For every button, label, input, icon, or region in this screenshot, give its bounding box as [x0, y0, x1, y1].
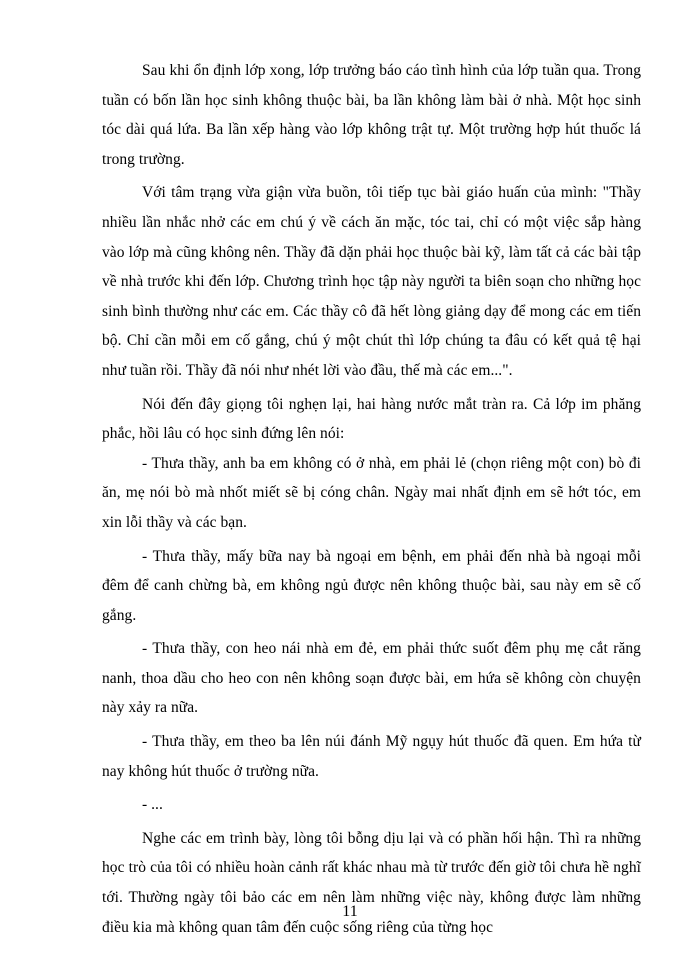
paragraph-teacher-lecture: Với tâm trạng vừa giận vừa buồn, tôi tiếp tục bài giáo huấn của mình: "Thầy nhiều lần nhắc nhở các em chú ý về cách ăn mặc, tóc tai, chỉ có một việc sắp hàng vào lớp mà cũng không nên. Thầy đã dặn phải học thuộc bài kỹ, làm tất cả các bài tập về nhà trước khi đến lớp. Chương trình học tập này người ta biên soạn cho những học sinh bình thường như các em. Các thầy cô đã hết lòng giảng dạy để mong các em tiến bộ. Chỉ cần mỗi em cố gắng, chú ý một chút thì lớp chúng ta đâu có kết quả tệ hại như tuần rồi. Thầy đã nói như nhét lời vào đầu, thế mà các em...".	[102, 184, 641, 379]
paragraph-teacher-reflection: Nghe các em trình bày, lòng tôi bỗng dịu lại và có phần hối hận. Thì ra những học trò của tôi có nhiều hoàn cảnh rất khác nhau mà từ trước đến giờ tôi chưa hề nghĩ tới. Thường ngày tôi bảo các em nên làm những việc này, không được làm những điều kia mà không quan tâm đến cuộc sống riêng của từng học	[102, 829, 641, 936]
paragraph-student-reply-3: - Thưa thầy, con heo nái nhà em đẻ, em phải thức suốt đêm phụ mẹ cắt răng nanh, thoa dầu cho heo con nên không soạn được bài, em hứa sẽ không còn chuyện này xảy ra nữa.	[102, 640, 641, 717]
paragraph-student-reply-1: - Thưa thầy, anh ba em không có ở nhà, em phải lẻ (chọn riêng một con) bò đi ăn, mẹ nói bò mà nhốt miết sẽ bị cóng chân. Ngày mai nhất định em sẽ hớt tóc, em xin lỗi thầy và các bạn.	[102, 454, 641, 531]
document-body	[102, 56, 641, 942]
paragraph-student-reply-4: - Thưa thầy, em theo ba lên núi đánh Mỹ ngụy hút thuốc đã quen. Em hứa từ nay không hút thuốc ở trường nữa.	[102, 733, 641, 780]
paragraph-teacher-emotion: Nói đến đây giọng tôi nghẹn lại, hai hàng nước mắt tràn ra. Cả lớp im phăng phắc, hồi lâu có học sinh đứng lên nói:	[102, 395, 641, 443]
page-number: 11	[342, 903, 358, 920]
paragraph-class-report: Sau khi ổn định lớp xong, lớp trưởng báo cáo tình hình của lớp tuần qua. Trong tuần có bốn lần học sinh không thuộc bài, ba lần không làm bài ở nhà. Một học sinh tóc dài quá lứa. Ba lần xếp hàng vào lớp không trật tự. Một trường hợp hút thuốc lá trong trường.	[102, 62, 641, 168]
paragraph-student-reply-2: - Thưa thầy, mấy bữa nay bà ngoại em bệnh, em phải đến nhà bà ngoại mỗi đêm để canh chừng bà, em không ngủ được nên không thuộc bài, sau này em sẽ cố gắng.	[102, 547, 641, 624]
paragraph-ellipsis: - ...	[142, 796, 163, 814]
